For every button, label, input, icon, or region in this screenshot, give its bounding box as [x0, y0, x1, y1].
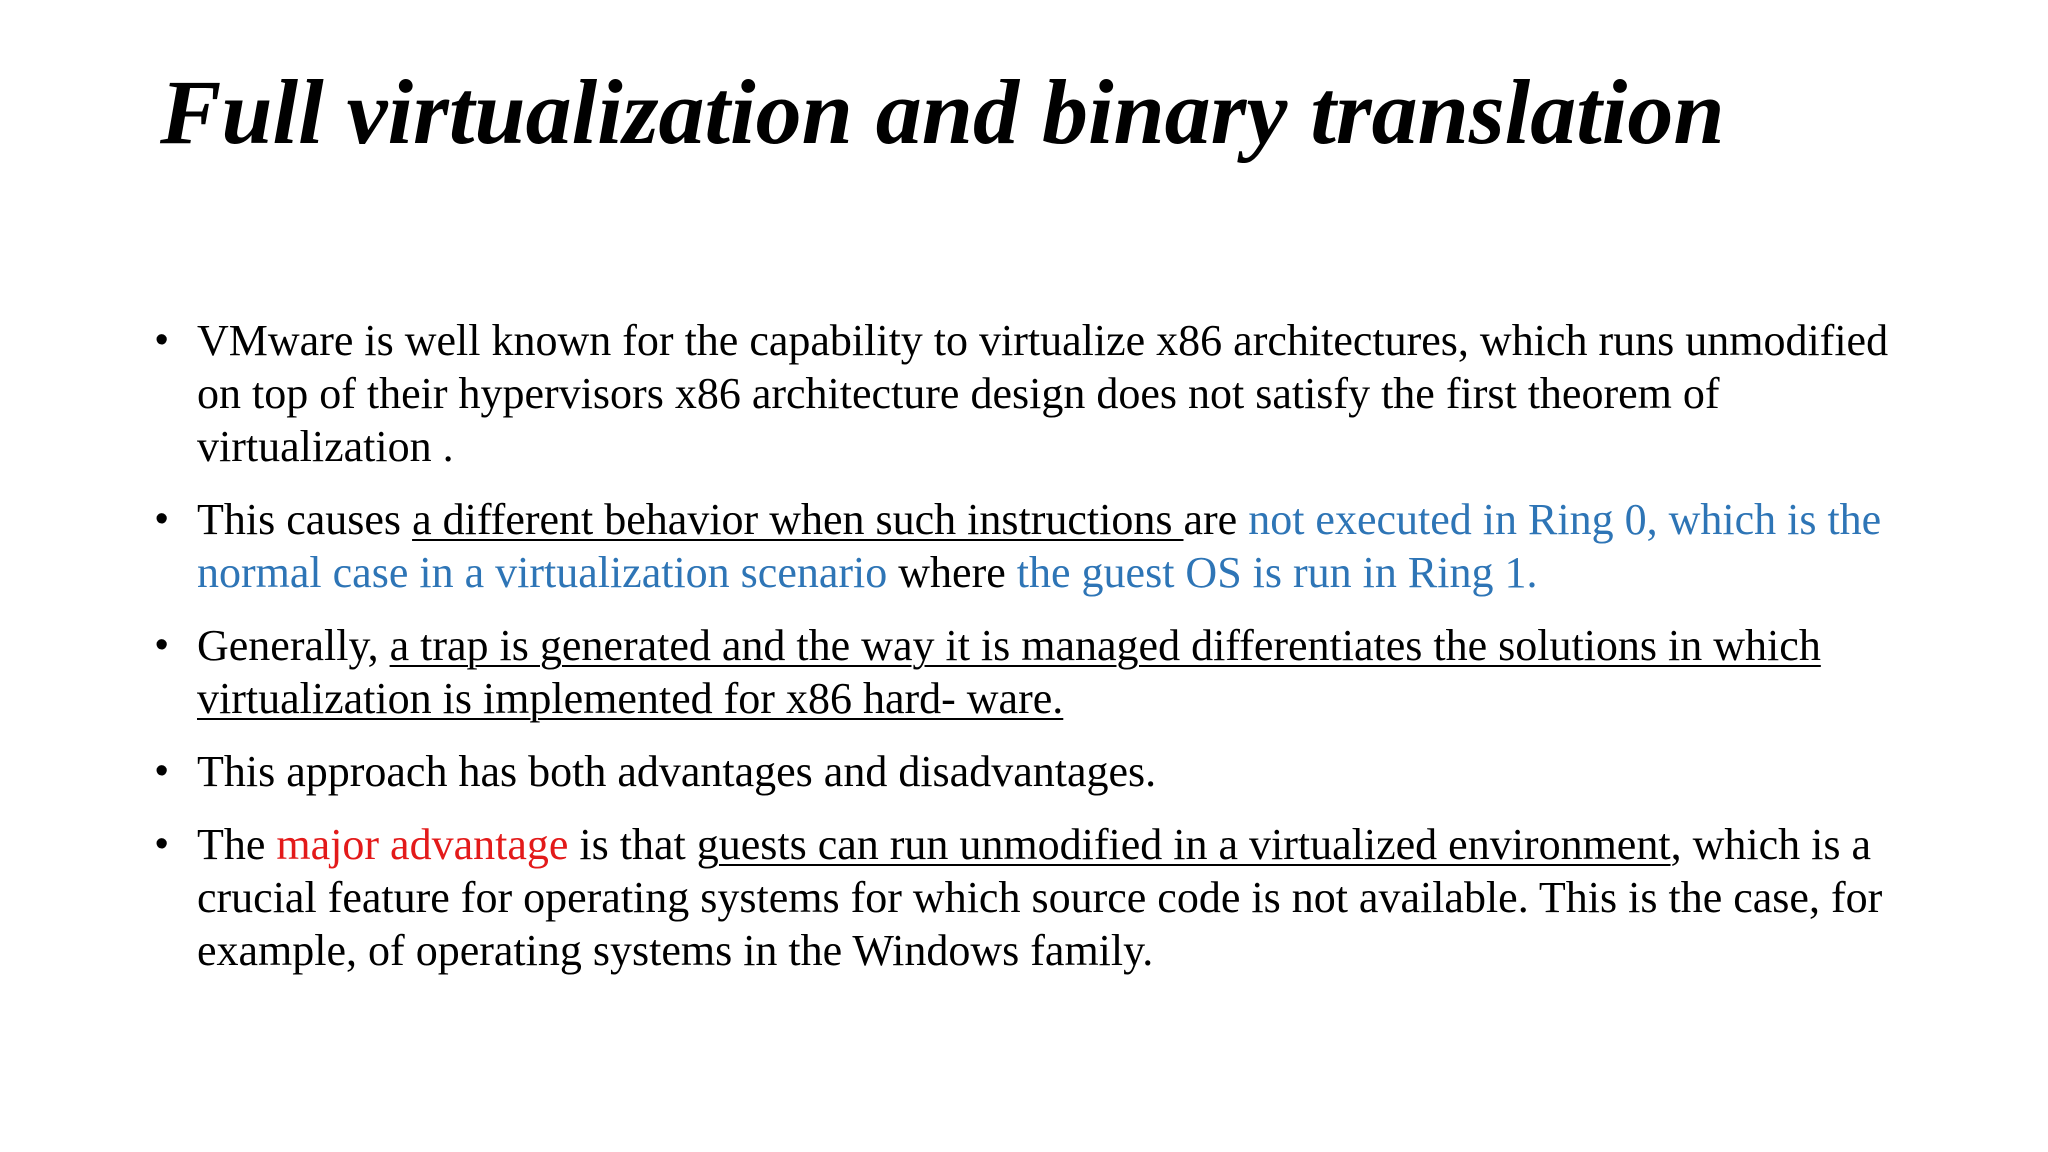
bullet-4-text: This approach has both advantages and disadvantages. — [197, 747, 1157, 796]
bullet-5-underlined-text: guests can run unmodified in a virtualized environment — [696, 820, 1671, 869]
bullet-item-2 — [155, 493, 1915, 599]
bullet-list — [155, 314, 1915, 997]
bullet-3-underlined-text: a trap is generated and the way it is managed differentiates the solutions in which virtualization is implemented for x86 hard- ware. — [197, 621, 1821, 723]
bullet-1-text: VMware is well known for the capability to virtualize x86 architectures, which runs unmodified on top of their hypervisors x86 architecture design does not satisfy the first theorem of virtualization . — [197, 316, 1889, 471]
bullet-2-underlined-text: a different behavior when such instructions — [412, 495, 1184, 544]
bullet-3-text: Generally, — [197, 621, 390, 670]
bullet-item-1 — [155, 314, 1915, 473]
bullet-2-highlight-ring0: not executed in Ring 0, which is the normal case in a virtualization scenario — [197, 495, 1882, 597]
bullet-2-text-cont: are — [1183, 495, 1249, 544]
bullet-item-5 — [155, 818, 1915, 977]
bullet-item-4 — [155, 745, 1915, 798]
bullet-5-text-end: , which is a crucial feature for operating systems for which source code is not available. This is the case, for example, of operating systems in the Windows family. — [197, 820, 1883, 975]
bullet-5-text-cont: is that — [568, 820, 697, 869]
bullet-item-3 — [155, 619, 1915, 725]
bullet-2-text: This causes — [197, 495, 413, 544]
bullet-2-text-where: where — [887, 548, 1017, 597]
bullet-5-text: The — [197, 820, 277, 869]
bullet-5-major-advantage: major advantage — [276, 820, 569, 869]
bullet-2-highlight-ring1: the guest OS is run in Ring 1. — [1016, 548, 1538, 597]
slide-title: Full virtualization and binary translation — [160, 61, 1725, 163]
